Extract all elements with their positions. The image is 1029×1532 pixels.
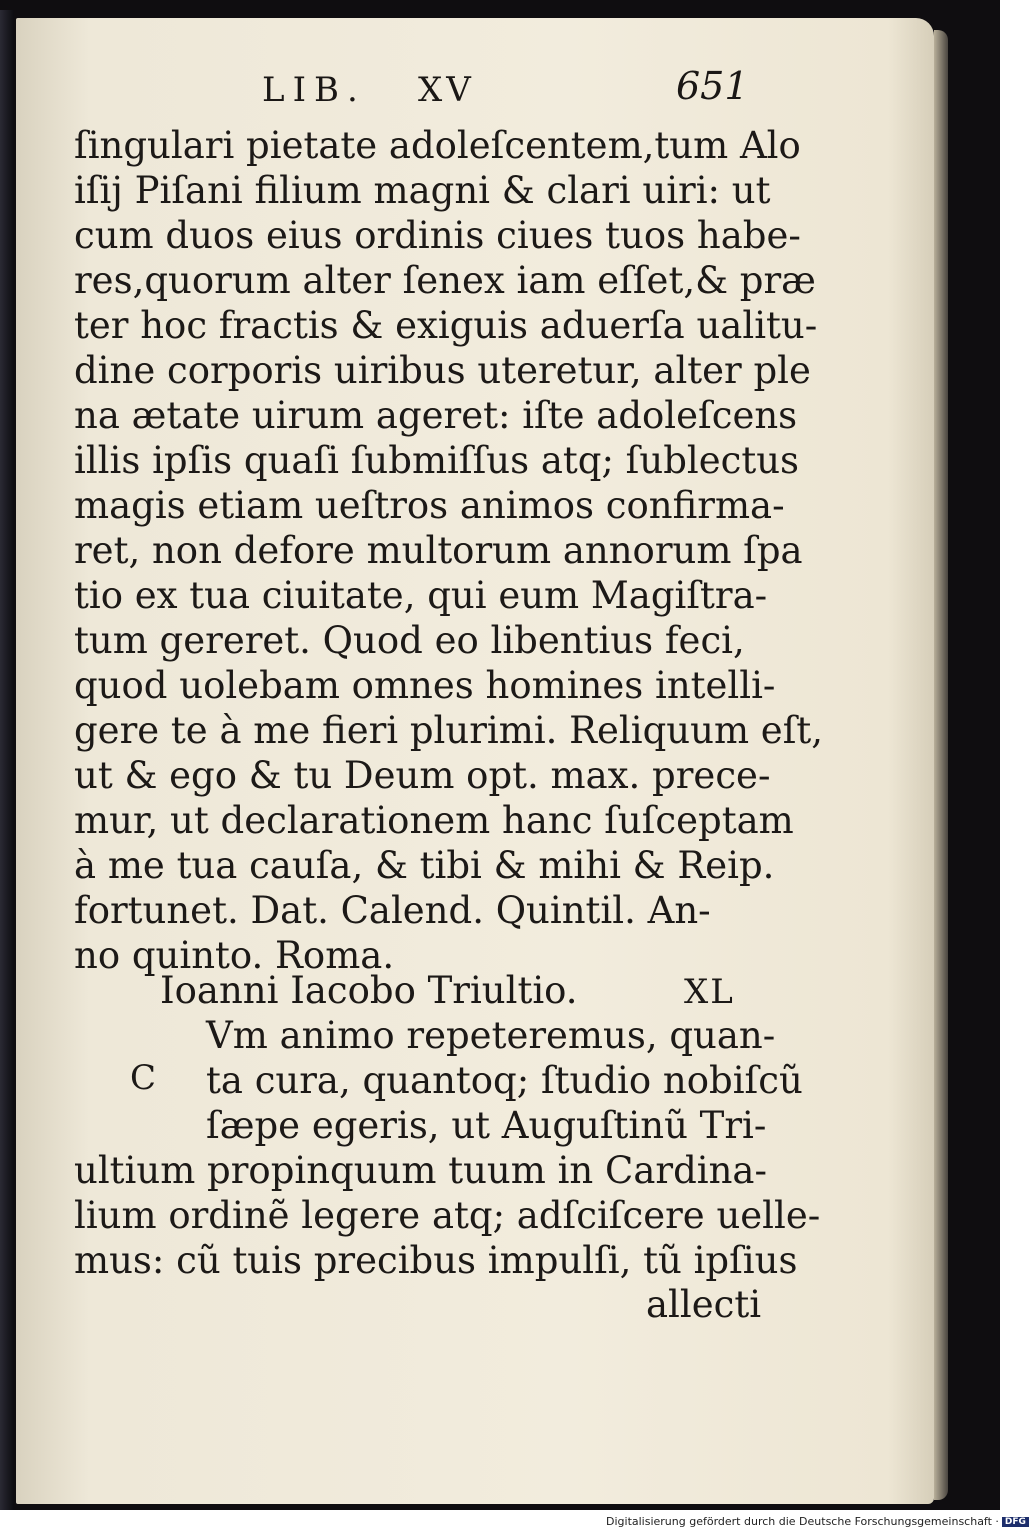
- credit-text: Digitalisierung gefördert durch die Deutsche Forschungsgemeinschaft ·: [606, 1515, 999, 1528]
- header-lib: LIB.: [262, 70, 366, 110]
- text-line: tio ex tua ciuitate, qui eum Magiſtra-: [74, 574, 768, 617]
- text-line: ſæpe egeris, ut Auguſtinũ Tri-: [206, 1104, 767, 1147]
- digitization-credit: [606, 1515, 1026, 1531]
- page-number: 651: [676, 64, 749, 108]
- running-header: [0, 64, 1000, 110]
- letter-heading: Ioanni Iacobo Triultio.: [160, 969, 578, 1012]
- text-line: mur, ut declarationem hanc ſuſceptam: [74, 799, 794, 842]
- text-line: gere te à me fieri plurimi. Reliquum eſt,: [74, 709, 824, 752]
- page-edge: [934, 30, 948, 1500]
- dfg-logo: DFG: [1002, 1517, 1029, 1527]
- text-line: iſij Piſani filium magni & clari uiri: ut: [74, 169, 771, 212]
- text-line: cum duos eius ordinis ciues tuos habe-: [74, 214, 801, 257]
- text-line: ret, non defore multorum annorum ſpa: [74, 529, 803, 572]
- text-line: ultium propinquum tuum in Cardina-: [74, 1149, 767, 1192]
- text-line: ter hoc fractis & exiguis aduerſa ualitu-: [74, 304, 818, 347]
- text-line: dine corporis uiribus uteretur, alter ple: [74, 349, 811, 392]
- text-line: mus: cũ tuis precibus impulſi, tũ ipſius: [74, 1239, 798, 1282]
- text-line: quod uolebam omnes homines intelli-: [74, 664, 776, 707]
- text-line: ut & ego & tu Deum opt. max. prece-: [74, 754, 771, 797]
- text-line: magis etiam ueſtros animos confirma-: [74, 484, 785, 527]
- text-line: illis ipſis quaſi ſubmiſſus atq; ſublectus: [74, 439, 800, 482]
- text-line: ſingulari pietate adoleſcentem,tum Alo: [74, 124, 801, 167]
- book-gutter: [0, 10, 14, 1510]
- text-line: fortunet. Dat. Calend. Quintil. An-: [74, 889, 711, 932]
- text-line: no quinto. Roma.: [74, 934, 395, 977]
- letter-number: XL: [684, 972, 735, 1012]
- text-line: Vm animo repeteremus, quan-: [206, 1014, 776, 1057]
- text-line: tum gereret. Quod eo libentius feci,: [74, 619, 745, 662]
- text-line: ta cura, quantoq; ſtudio nobiſcũ: [206, 1059, 803, 1102]
- text-line: lium ordinẽ legere atq; adſciſcere uelle-: [74, 1194, 821, 1237]
- text-line: res,quorum alter ſenex iam eſſet,& præ: [74, 259, 816, 302]
- initial-letter: C: [130, 1058, 157, 1098]
- catchword: allecti: [646, 1283, 762, 1326]
- text-line: na ætate uirum ageret: iſte adoleſcens: [74, 394, 798, 437]
- text-line: à me tua cauſa, & tibi & mihi & Reip.: [74, 844, 775, 887]
- header-book-number: XV: [418, 70, 475, 110]
